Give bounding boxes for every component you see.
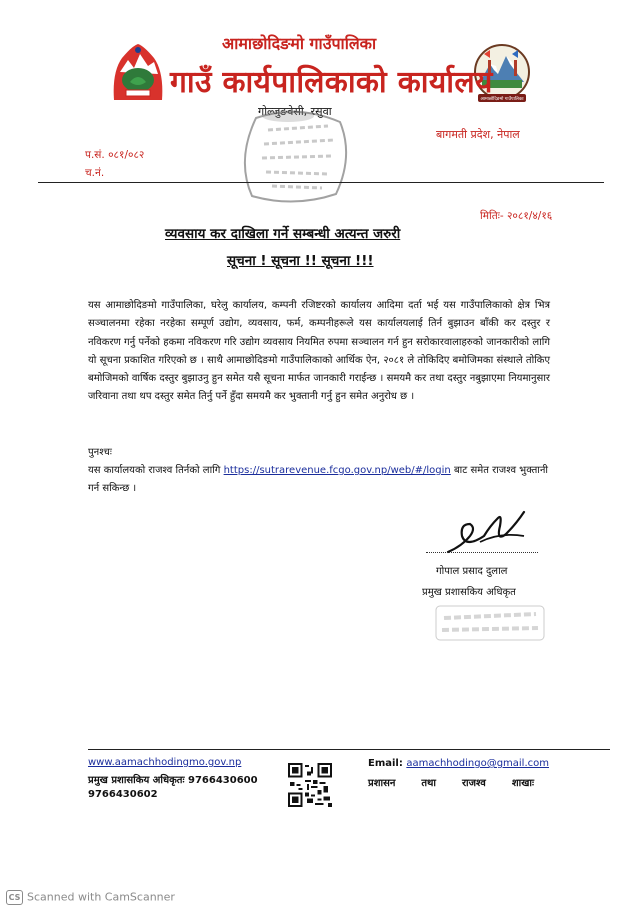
signature-line bbox=[426, 552, 538, 553]
municipality-logo-caption: आमाछोदिङमो गाउँपालिका bbox=[480, 97, 524, 102]
scanner-watermark bbox=[6, 890, 175, 905]
scanner-watermark-text: Scanned with CamScanner bbox=[27, 890, 175, 904]
reference-number: प.सं. ०८१/०८२ bbox=[85, 149, 145, 161]
notice-heading: सूचना ! सूचना !! सूचना !!! bbox=[227, 253, 374, 269]
office-title: गाउँ कार्यपालिकाको कार्यालय bbox=[170, 65, 493, 100]
camscanner-icon: CS bbox=[6, 890, 23, 905]
office-stamp-image bbox=[228, 108, 358, 208]
notice-body: यस आमाछोदिङमो गाउँपालिका, घरेलु कार्यालय, कम्पनी रजिष्टरको कार्यालय आदिमा दर्ता भई यस गाउँपालिकाको क्षेत्र भित्र सञ्चालनमा रहेका नरहेका सम्पूर्ण उद्योग, व्यवसाय, फर्म, कम्पनीहरूले यस कार्यालयलाई तिर्न बुझाउन बाँकी कर दस्तुर र नविकरण गर्नु पर्नेको हकमा नविकरण गरि उद्योग व्यवसाय नियमित रुपमा सञ्चालन गर्न हुन सरोकारवालाहरुको जानकारीको लागि यो सूचना प्रकाशित गरिएको छ । साथै आमाछोदिङमो गाउँपालिकाको आर्थिक ऐन, २०८१ ले तोकिदिए बमोजिमका संस्थाले तोकिए बमोजिमको वार्षिक दस्तुर बुझाउनु हुन समेत यसै सूचना मार्फत जानकारी गराईन्छ । समयमै कर तथा दस्तुर नबुझाएमा नियमानुसार जरिवाना तथा थप दस्तुर समेत तिर्नु पर्ने हुँदा समयमै कर भुक्तानी गर्नु हुन समेत अनुरोध छ । bbox=[88, 300, 550, 403]
notice-date: मितिः- २०८१/४/१६ bbox=[480, 210, 553, 222]
signatory-title: प्रमुख प्रशासकिय अधिकृत bbox=[422, 587, 516, 598]
signatory-stamp-image bbox=[428, 600, 552, 646]
payment-prefix: यस कार्यालयको राजश्व तिर्नको लागि bbox=[88, 465, 221, 476]
signature-image bbox=[440, 506, 536, 562]
signatory-name: गोपाल प्रसाद दुलाल bbox=[436, 566, 508, 577]
email-link[interactable]: aamachhodingo@gmail.com bbox=[406, 758, 549, 769]
branch-name: प्रशासन तथा राजश्व शाखाः bbox=[368, 778, 534, 789]
payment-suffix: बाट समेत राजश्व भुक्तानी गर्न सकिन्छ । bbox=[88, 465, 548, 495]
email-label: Email: bbox=[368, 758, 403, 769]
website-link[interactable]: www.aamachhodingmo.gov.np bbox=[88, 757, 242, 768]
notice-subject: व्यवसाय कर दाखिला गर्ने सम्बन्धी अत्यन्त जरुरी bbox=[165, 226, 401, 242]
payment-instruction bbox=[88, 462, 550, 499]
secondary-phone: 9766430602 bbox=[88, 789, 158, 800]
nepal-emblem-logo bbox=[108, 42, 168, 104]
province-name: बागमती प्रदेश, नेपाल bbox=[436, 128, 520, 141]
qr-code-image[interactable] bbox=[288, 763, 332, 807]
office-address: गोल्जुङवेसी, रसुवा bbox=[258, 105, 332, 118]
header-divider bbox=[38, 182, 604, 183]
footer-divider bbox=[88, 749, 610, 750]
payment-portal-link[interactable]: https://sutrarevenue.fcgo.gov.np/web/#/login bbox=[223, 465, 451, 476]
cao-contact: प्रमुख प्रशासकिय अधिकृतः 9766430600 bbox=[88, 775, 258, 786]
municipality-name: आमाछोदिङमो गाउँपालिका bbox=[222, 34, 377, 53]
dispatch-number: च.नं. bbox=[85, 167, 105, 179]
postscript-label: पुनश्चः bbox=[88, 447, 112, 458]
email-contact bbox=[368, 758, 549, 769]
